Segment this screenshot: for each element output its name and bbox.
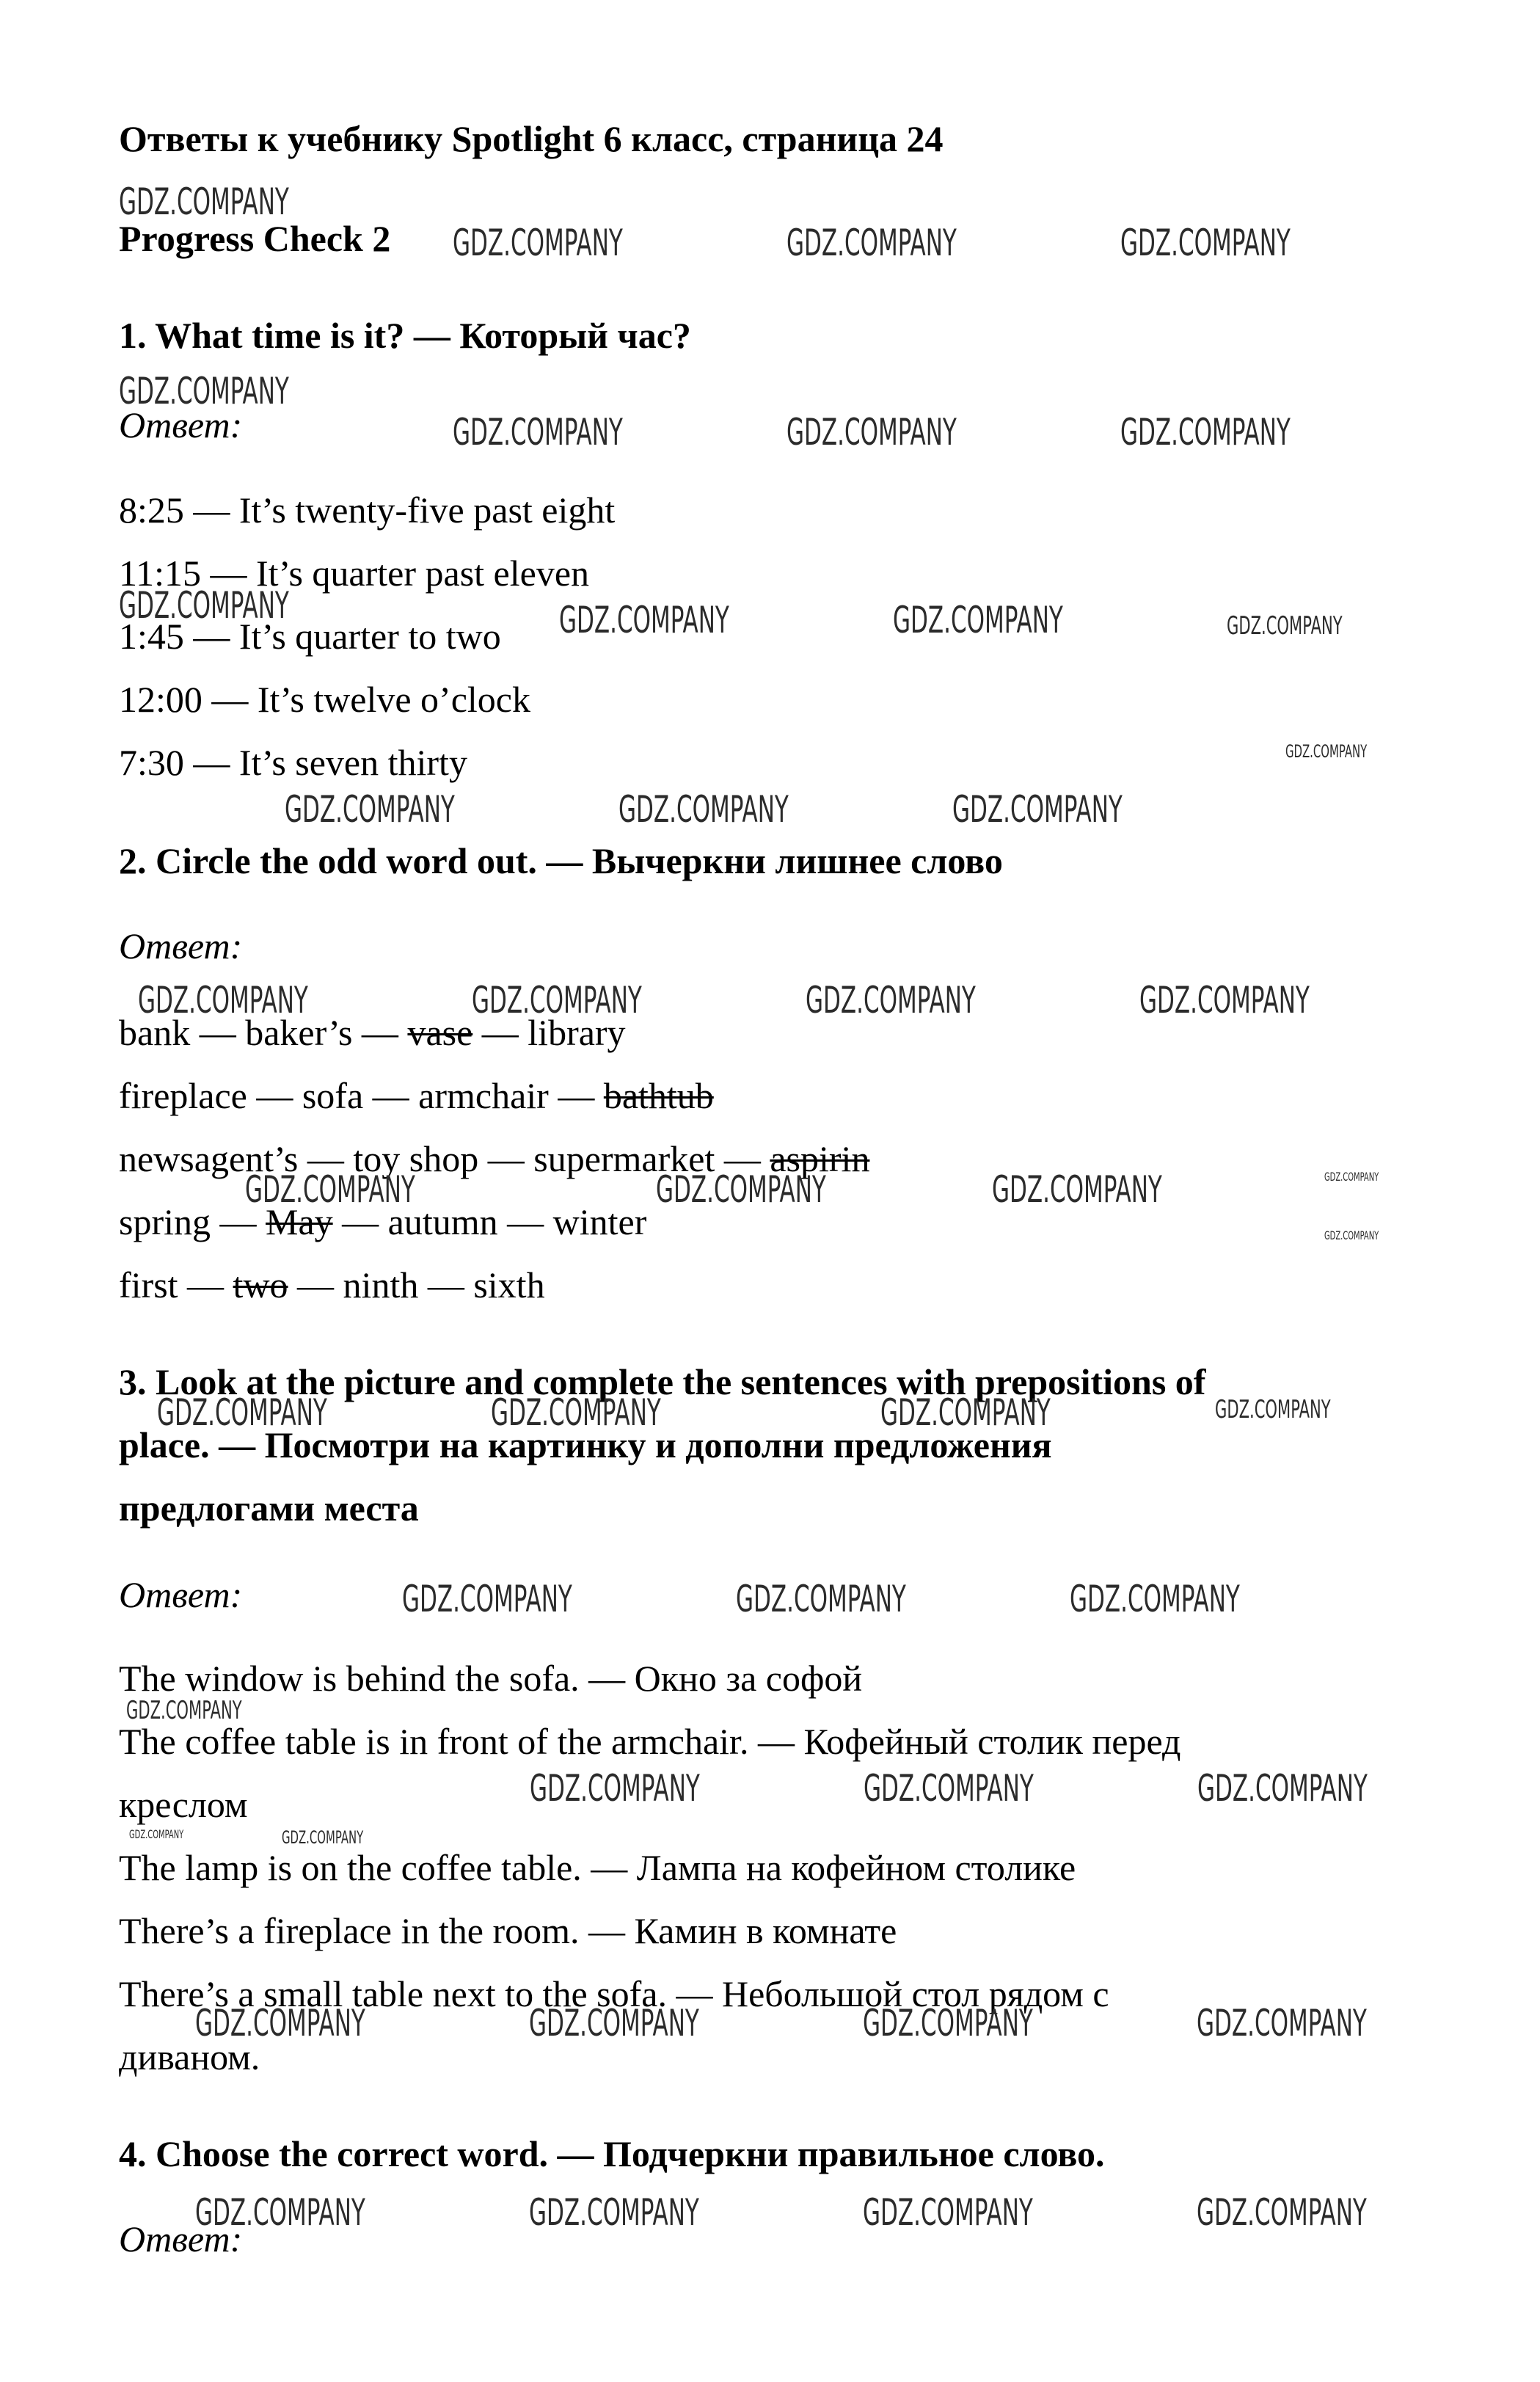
watermark: GDZ.COMPANY <box>787 411 957 454</box>
watermark: GDZ.COMPANY <box>1215 1395 1331 1424</box>
watermark: GDZ.COMPANY <box>453 411 623 454</box>
watermark: GDZ.COMPANY <box>736 1578 906 1620</box>
word-group: spring — <box>119 1201 266 1242</box>
watermark: GDZ.COMPANY <box>129 1827 184 1841</box>
watermark: GDZ.COMPANY <box>119 181 289 223</box>
section-3-title-line: предлогами места <box>119 1487 419 1529</box>
crossed-out-word: two <box>233 1264 288 1305</box>
watermark: GDZ.COMPANY <box>529 2191 699 2234</box>
word-group: bank — baker’s — <box>119 1012 408 1053</box>
section-1-title: 1. What time is it? — Который час? <box>119 315 691 356</box>
watermark: GDZ.COMPANY <box>863 2191 1033 2234</box>
progress-check-heading: Progress Check 2 <box>119 218 391 259</box>
section-2-title: 2. Circle the odd word out. — Вычеркни лишнее слово <box>119 840 1003 881</box>
answer-label-1: Ответ: <box>119 404 243 445</box>
watermark: GDZ.COMPANY <box>1197 2191 1367 2234</box>
sentence-line: There’s a small table next to the sofa. — Небольшой стол рядом с <box>119 1973 1109 2014</box>
watermark: GDZ.COMPANY <box>952 788 1123 831</box>
word-group: — library <box>472 1012 626 1053</box>
word-group: fireplace — sofa — armchair — <box>119 1075 604 1116</box>
section-4-title: 4. Choose the correct word. — Подчеркни правильное слово. <box>119 2133 1105 2174</box>
watermark: GDZ.COMPANY <box>119 584 289 627</box>
word-group: first — <box>119 1264 233 1305</box>
sentence-line: The window is behind the sofa. — Окно за софой <box>119 1658 863 1699</box>
watermark: GDZ.COMPANY <box>1324 1228 1379 1242</box>
watermark: GDZ.COMPANY <box>618 788 789 831</box>
crossed-out-word: vase <box>407 1012 473 1053</box>
watermark: GDZ.COMPANY <box>1324 1170 1379 1184</box>
odd-word-row <box>119 1264 545 1305</box>
watermark: GDZ.COMPANY <box>806 979 976 1021</box>
watermark: GDZ.COMPANY <box>656 1168 826 1211</box>
watermark: GDZ.COMPANY <box>530 1767 700 1810</box>
time-line: 1:45 — It’s quarter to two <box>119 616 501 657</box>
watermark: GDZ.COMPANY <box>863 2002 1033 2044</box>
sentence-line: The lamp is on the coffee table. — Лампа на кофейном столике <box>119 1847 1076 1888</box>
watermark: GDZ.COMPANY <box>285 788 455 831</box>
crossed-out-word: bathtub <box>603 1075 714 1116</box>
crossed-out-word: May <box>266 1201 333 1242</box>
time-line: 11:15 — It’s quarter past eleven <box>119 553 590 594</box>
watermark: GDZ.COMPANY <box>453 222 623 264</box>
word-group: newsagent’s — toy shop — supermarket — <box>119 1138 770 1179</box>
word-group: — autumn — winter <box>332 1201 647 1242</box>
watermark: GDZ.COMPANY <box>864 1767 1034 1810</box>
time-line: 7:30 — It’s seven thirty <box>119 742 467 783</box>
watermark: GDZ.COMPANY <box>1285 741 1368 762</box>
watermark: GDZ.COMPANY <box>195 2191 365 2234</box>
page-title: Ответы к учебнику Spotlight 6 класс, страница 24 <box>119 118 944 159</box>
section-3-title-line: place. — Посмотри на картинку и дополни предложения <box>119 1424 1052 1465</box>
watermark: GDZ.COMPANY <box>402 1578 572 1620</box>
section-3-title-line: 3. Look at the picture and complete the sentences with prepositions of <box>119 1361 1206 1402</box>
watermark: GDZ.COMPANY <box>529 2002 699 2044</box>
watermark: GDZ.COMPANY <box>157 1391 327 1434</box>
sentence-line: The coffee table is in front of the armchair. — Кофейный столик перед <box>119 1721 1181 1762</box>
watermark: GDZ.COMPANY <box>1227 611 1343 641</box>
watermark: GDZ.COMPANY <box>1197 2002 1367 2044</box>
watermark: GDZ.COMPANY <box>1197 1767 1368 1810</box>
sentence-line: креслом <box>119 1784 248 1825</box>
watermark: GDZ.COMPANY <box>1139 979 1310 1021</box>
answer-label-3: Ответ: <box>119 1574 243 1615</box>
watermark: GDZ.COMPANY <box>880 1391 1051 1434</box>
watermark: GDZ.COMPANY <box>119 370 289 412</box>
crossed-out-word: aspirin <box>770 1138 870 1179</box>
answer-label-2: Ответ: <box>119 925 243 966</box>
watermark: GDZ.COMPANY <box>992 1168 1162 1211</box>
sentence-line: диваном. <box>119 2036 260 2077</box>
time-line: 12:00 — It’s twelve o’clock <box>119 679 530 720</box>
watermark: GDZ.COMPANY <box>195 2002 365 2044</box>
watermark: GDZ.COMPANY <box>893 599 1063 641</box>
watermark: GDZ.COMPANY <box>282 1827 364 1848</box>
watermark: GDZ.COMPANY <box>1120 411 1291 454</box>
time-line: 8:25 — It’s twenty-five past eight <box>119 489 616 531</box>
word-group: — ninth — sixth <box>288 1264 545 1305</box>
watermark: GDZ.COMPANY <box>1070 1578 1240 1620</box>
answer-label-4: Ответ: <box>119 2218 243 2259</box>
watermark: GDZ.COMPANY <box>245 1168 415 1211</box>
watermark: GDZ.COMPANY <box>787 222 957 264</box>
watermark: GDZ.COMPANY <box>472 979 642 1021</box>
watermark: GDZ.COMPANY <box>138 979 308 1021</box>
watermark: GDZ.COMPANY <box>559 599 729 641</box>
sentence-line: There’s a fireplace in the room. — Камин в комнате <box>119 1910 897 1951</box>
watermark: GDZ.COMPANY <box>1120 222 1291 264</box>
odd-word-row <box>119 1077 714 1114</box>
watermark: GDZ.COMPANY <box>491 1391 661 1434</box>
watermark: GDZ.COMPANY <box>126 1696 242 1725</box>
